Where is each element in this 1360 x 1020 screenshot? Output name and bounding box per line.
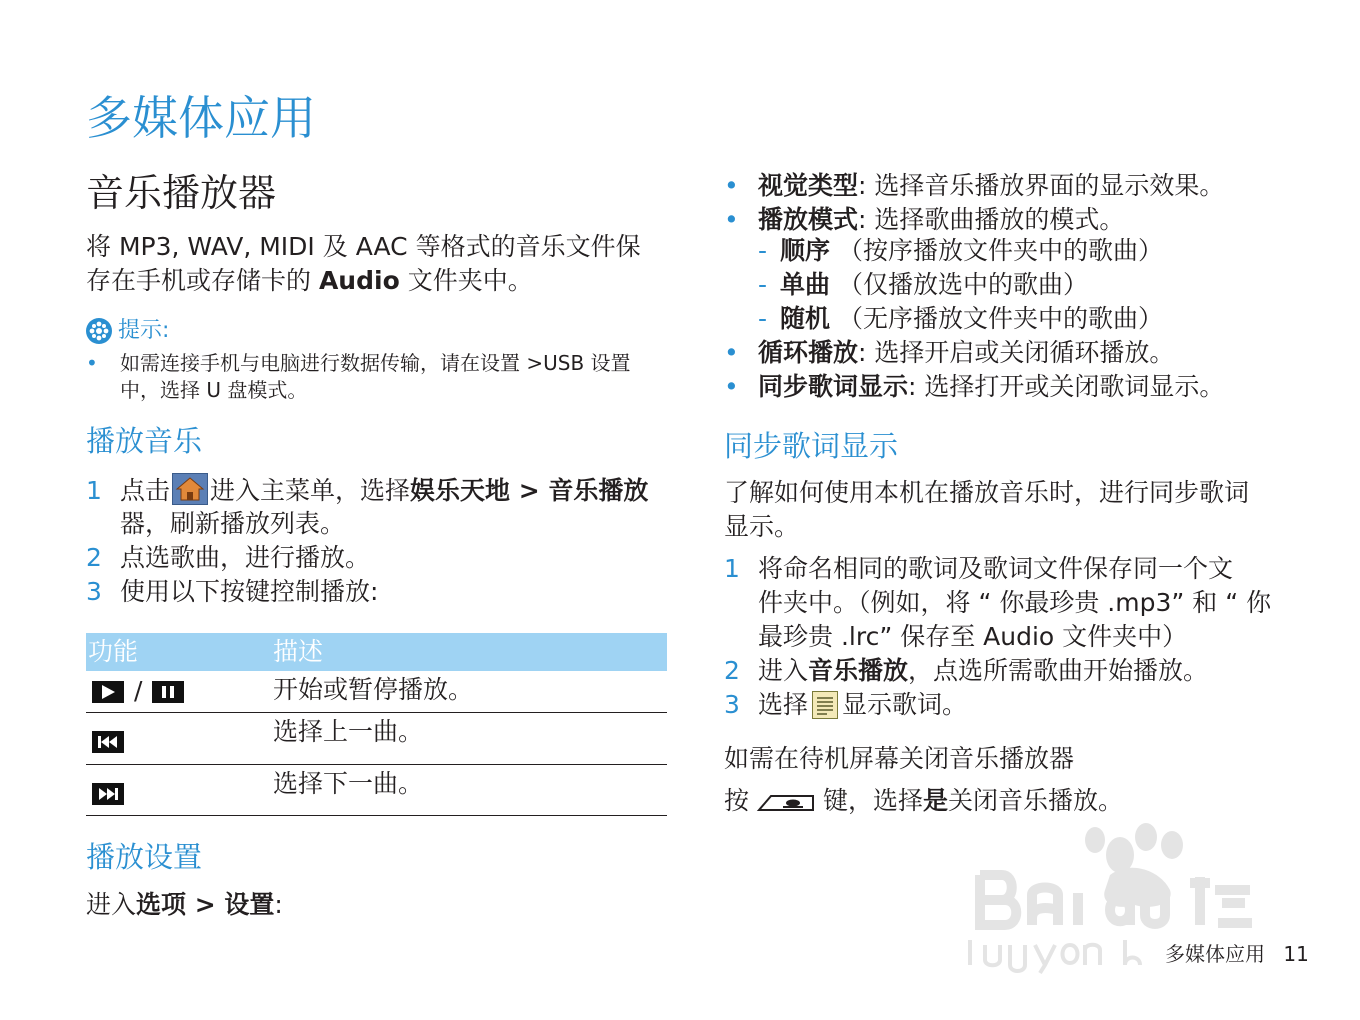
step-text: 进入 [758,656,809,685]
tip-header [86,317,169,345]
tip-label: 提示: [118,318,170,343]
option-desc: : 选择歌曲播放的模式。 [858,205,1125,234]
footer-section: 多媒体应用 [1165,942,1265,966]
option-loop [724,336,1174,370]
table-cell: 选择上一曲。 [273,717,424,746]
table-cell [92,726,124,755]
option-term: 同步歌词显示 [758,372,909,401]
option-term: 随机 [780,304,831,333]
next-track-icon [92,783,124,805]
bullet: • [724,205,739,234]
step-number: 2 [86,543,102,572]
option-term: 顺序 [780,236,831,265]
option-play-mode [724,203,1124,237]
column-header: 功能 [88,637,139,666]
option-desc: : 选择音乐播放界面的显示效果。 [858,171,1225,200]
intro-line-2 [86,264,533,298]
bullet: • [724,372,739,401]
option-desc: : 选择开启或关闭循环播放。 [858,338,1175,367]
intro-line-1: 将 MP3, WAV, MIDI 及 AAC 等格式的音乐文件保 [86,232,641,261]
option-term: 视觉类型 [758,171,859,200]
step-text: 显示歌词。 [842,690,968,719]
table-row [86,713,667,765]
table-cell: 选择下一曲。 [273,769,424,798]
intro-text-end: 文件夹中。 [399,266,533,295]
settings-path: 选项 > 设置 [136,890,275,919]
close-player-heading: 如需在待机屏幕关闭音乐播放器 [724,744,1075,773]
tip-item [86,349,631,377]
confirm-option: 是 [923,786,949,815]
play-settings-line [86,888,283,922]
table-row [86,765,667,816]
step-text: 将命名相同的歌词及歌词文件保存同一个文 [758,554,1234,583]
menu-path: 娱乐天地 > 音乐播放 [410,476,649,505]
sync-intro-1: 了解如何使用本机在播放音乐时，进行同步歌词 [724,478,1250,507]
page-title: 多媒体应用 [86,91,316,145]
step-text: 进入主菜单，选择 [210,476,411,505]
bullet: • [724,338,739,367]
separator: / [133,676,143,705]
page-footer [1165,940,1309,968]
option-desc: （仅播放选中的歌曲） [830,270,1088,299]
audio-folder-name: Audio [318,266,400,295]
close-text: 关闭音乐播放。 [948,786,1124,815]
step-number: 1 [86,476,102,505]
pause-icon [152,681,184,703]
table-cell [92,778,124,807]
step-text: 点选歌曲，进行播放。 [120,543,371,572]
step-number: 2 [724,656,740,685]
step-text: 选择 [758,690,809,719]
step-1 [86,473,648,508]
settings-text: 进入 [86,890,137,919]
previous-track-icon [92,731,124,753]
step-3 [86,575,378,609]
end-call-key-icon [755,788,817,822]
option-term: 播放模式 [758,205,859,234]
tip-text-cont: 中，选择 U 盘模式。 [120,378,308,402]
sync-intro-2: 显示。 [724,512,800,541]
step-text: 使用以下按键控制播放: [120,577,379,606]
sync-lyrics-heading: 同步歌词显示 [724,429,899,463]
option-desc: （按序播放文件夹中的歌曲） [830,236,1163,265]
close-text: 按 [724,786,750,815]
mode-random [758,302,1163,336]
dash: - [758,270,768,299]
table-cell: 开始或暂停播放。 [273,675,474,704]
option-term: 单曲 [780,270,831,299]
menu-item-name: 音乐播放 [808,656,909,685]
play-music-heading: 播放音乐 [86,424,203,458]
mode-single [758,268,1088,302]
option-visual-type [724,169,1224,203]
bullet: • [724,171,739,200]
step-text: 点击 [120,476,171,505]
option-desc: （无序播放文件夹中的歌曲） [830,304,1163,333]
step-1-cont: 器，刷新播放列表。 [120,509,346,538]
table-row [86,671,667,713]
step-2 [86,541,370,575]
page-number: 11 [1283,942,1309,966]
section-title: 音乐播放器 [86,171,277,215]
bullet: • [86,351,98,375]
dash: - [758,304,768,333]
option-term: 循环播放 [758,338,859,367]
sync-step-2 [724,654,1208,688]
tip-icon [86,318,112,344]
sync-step-1 [724,552,1233,586]
lyrics-icon [812,691,838,719]
sync-step-3 [724,688,967,722]
home-icon [172,473,208,505]
column-header: 描述 [273,637,324,666]
option-lyrics [724,370,1224,404]
sync-step-1-cont: 最珍贵 .lrc” 保存至 Audio 文件夹中） [758,622,1188,651]
table-header [86,633,667,671]
step-number: 3 [86,577,102,606]
dash: - [758,236,768,265]
step-text: ，点选所需歌曲开始播放。 [908,656,1209,685]
close-text: 键，选择 [823,786,924,815]
play-settings-heading: 播放设置 [86,840,203,874]
table-cell [92,676,184,705]
settings-text-end: : [274,890,283,919]
sync-step-1-cont: 件夹中。（例如，将 “ 你最珍贵 .mp3” 和 “ 你 [758,588,1272,617]
mode-sequential [758,234,1163,268]
step-number: 1 [724,554,740,583]
option-desc: : 选择打开或关闭歌词显示。 [908,372,1225,401]
step-number: 3 [724,690,740,719]
play-icon [92,681,124,703]
function-table [86,633,667,816]
intro-text: 存在手机或存储卡的 [86,266,319,295]
tip-text: 如需连接手机与电脑进行数据传输，请在设置 >USB 设置 [120,351,631,375]
